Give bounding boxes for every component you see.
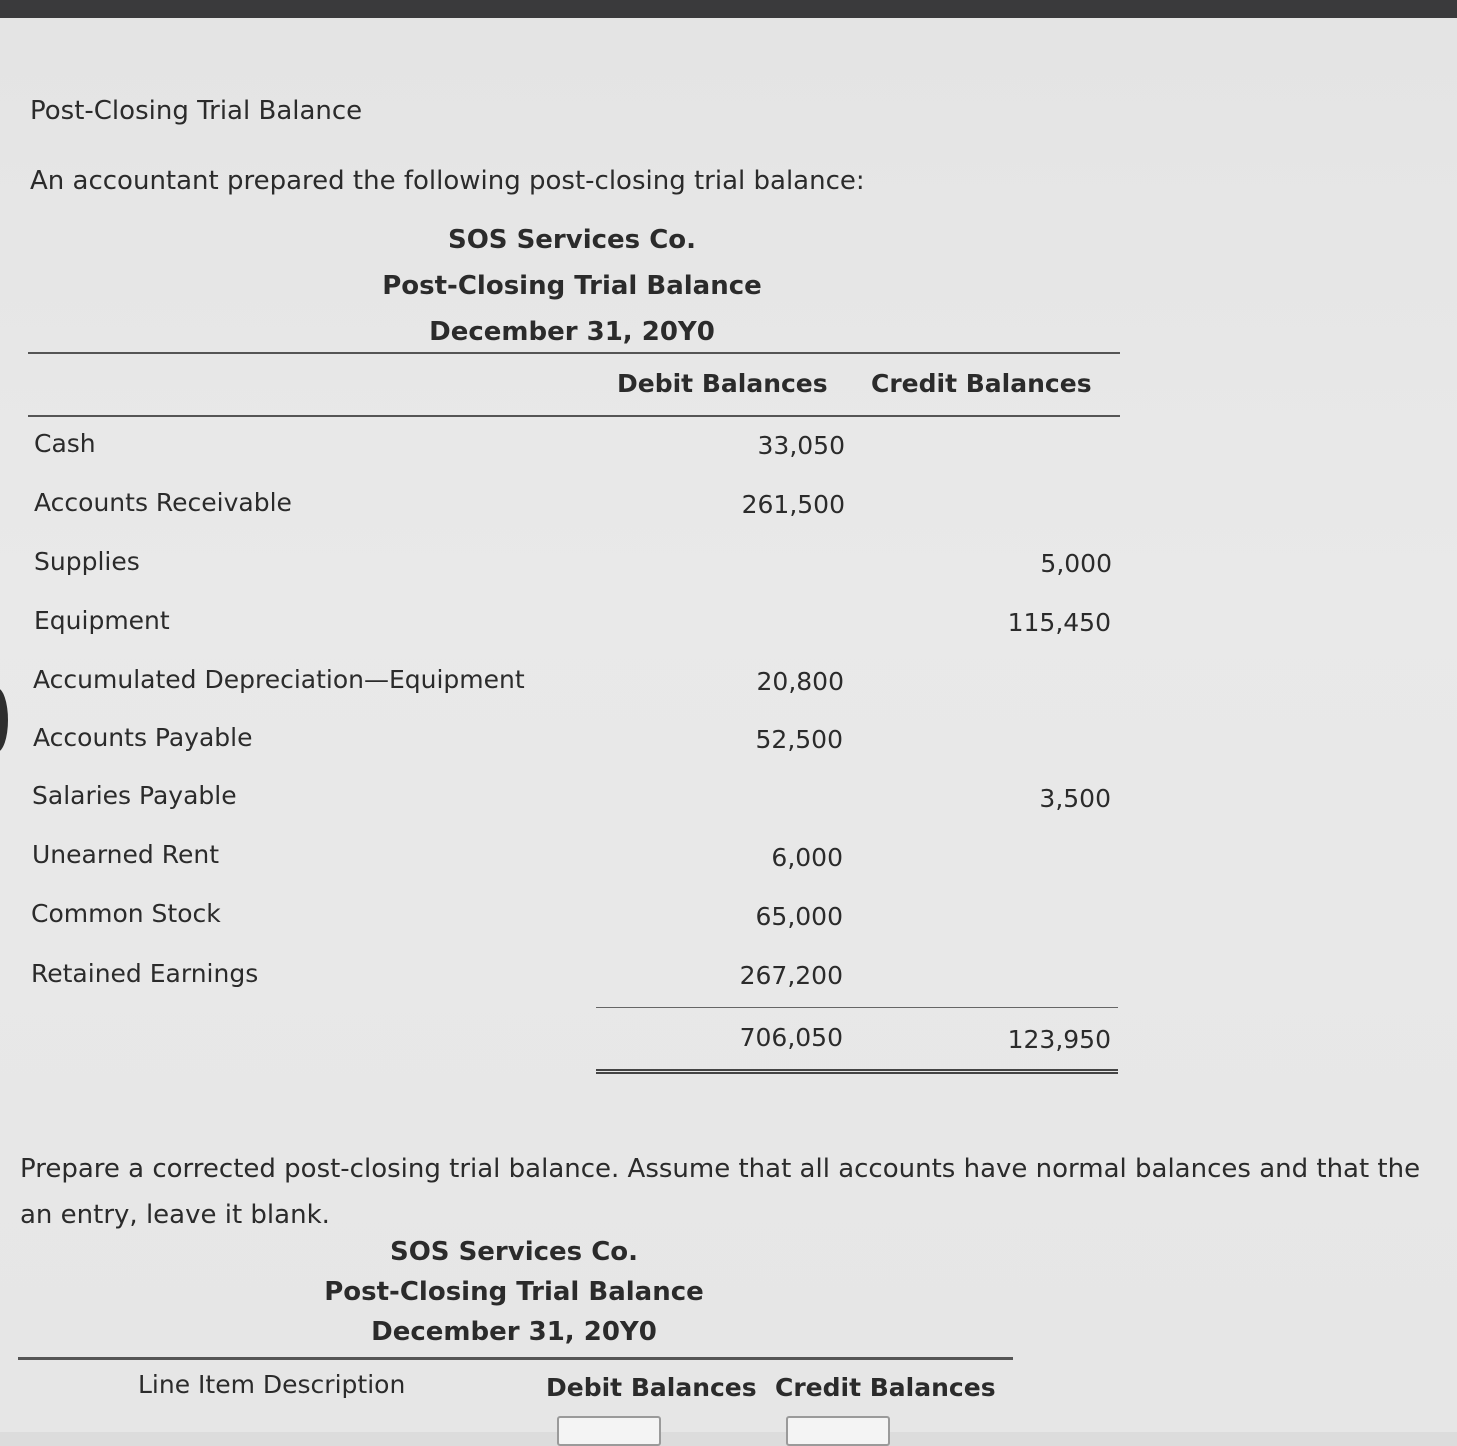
debit-amount-input[interactable] [557, 1416, 661, 1446]
edge-shadow [0, 688, 8, 752]
totals-single-rule [596, 1007, 1118, 1008]
statement-title: Post-Closing Trial Balance [382, 271, 762, 301]
instructions-line-2: an entry, leave it blank. [20, 1200, 330, 1230]
corrected-debit-header: Debit Balances [546, 1373, 757, 1402]
row-credit-amount: 3,500 [1039, 784, 1111, 813]
statement-date: December 31, 20Y0 [371, 1317, 657, 1347]
row-debit-amount: 20,800 [756, 667, 844, 696]
company-name: SOS Services Co. [447, 225, 697, 255]
row-account-label: Cash [34, 429, 96, 458]
line-item-description-header: Line Item Description [138, 1370, 406, 1399]
row-debit-amount: 52,500 [755, 725, 843, 754]
total-debit-amount: 706,050 [739, 1023, 843, 1052]
row-debit-amount: 261,500 [741, 490, 845, 519]
header-top-rule [28, 352, 1120, 354]
statement-title: Post-Closing Trial Balance [324, 1277, 704, 1307]
corrected-statement-header [214, 1232, 814, 1352]
row-account-label: Retained Earnings [31, 959, 259, 988]
instructions-line-1: Prepare a corrected post-closing trial balance. Assume that all accounts have normal balances and that the [20, 1154, 1421, 1184]
row-account-label: Supplies [34, 547, 140, 576]
row-credit-amount: 5,000 [1040, 549, 1112, 578]
corrected-header-rule [18, 1357, 1013, 1360]
credit-amount-input[interactable] [786, 1416, 890, 1446]
row-account-label: Salaries Payable [32, 781, 237, 810]
debit-balances-header: Debit Balances [617, 369, 828, 398]
problem-heading: Post-Closing Trial Balance [30, 96, 363, 126]
corrected-credit-header: Credit Balances [775, 1373, 996, 1402]
row-debit-amount: 33,050 [757, 431, 845, 460]
original-statement-header [272, 217, 872, 355]
credit-balances-header: Credit Balances [871, 369, 1092, 398]
statement-date: December 31, 20Y0 [429, 317, 715, 347]
row-credit-amount: 115,450 [1007, 608, 1111, 637]
row-account-label: Accounts Payable [33, 723, 253, 752]
row-account-label: Equipment [34, 606, 170, 635]
problem-intro: An accountant prepared the following post-closing trial balance: [30, 166, 865, 196]
company-name: SOS Services Co. [389, 1237, 639, 1267]
row-debit-amount: 267,200 [739, 961, 843, 990]
row-account-label: Accounts Receivable [34, 488, 292, 517]
totals-double-rule [596, 1069, 1118, 1074]
header-bottom-rule [28, 415, 1120, 417]
row-debit-amount: 65,000 [755, 902, 843, 931]
row-debit-amount: 6,000 [771, 843, 843, 872]
instructions-text [20, 1146, 1457, 1238]
row-account-label: Accumulated Depreciation—Equipment [33, 665, 525, 694]
window-top-bar [0, 0, 1457, 18]
problem-page [0, 18, 1457, 1432]
total-credit-amount: 123,950 [1007, 1025, 1111, 1054]
row-account-label: Common Stock [31, 899, 221, 928]
row-account-label: Unearned Rent [32, 840, 219, 869]
